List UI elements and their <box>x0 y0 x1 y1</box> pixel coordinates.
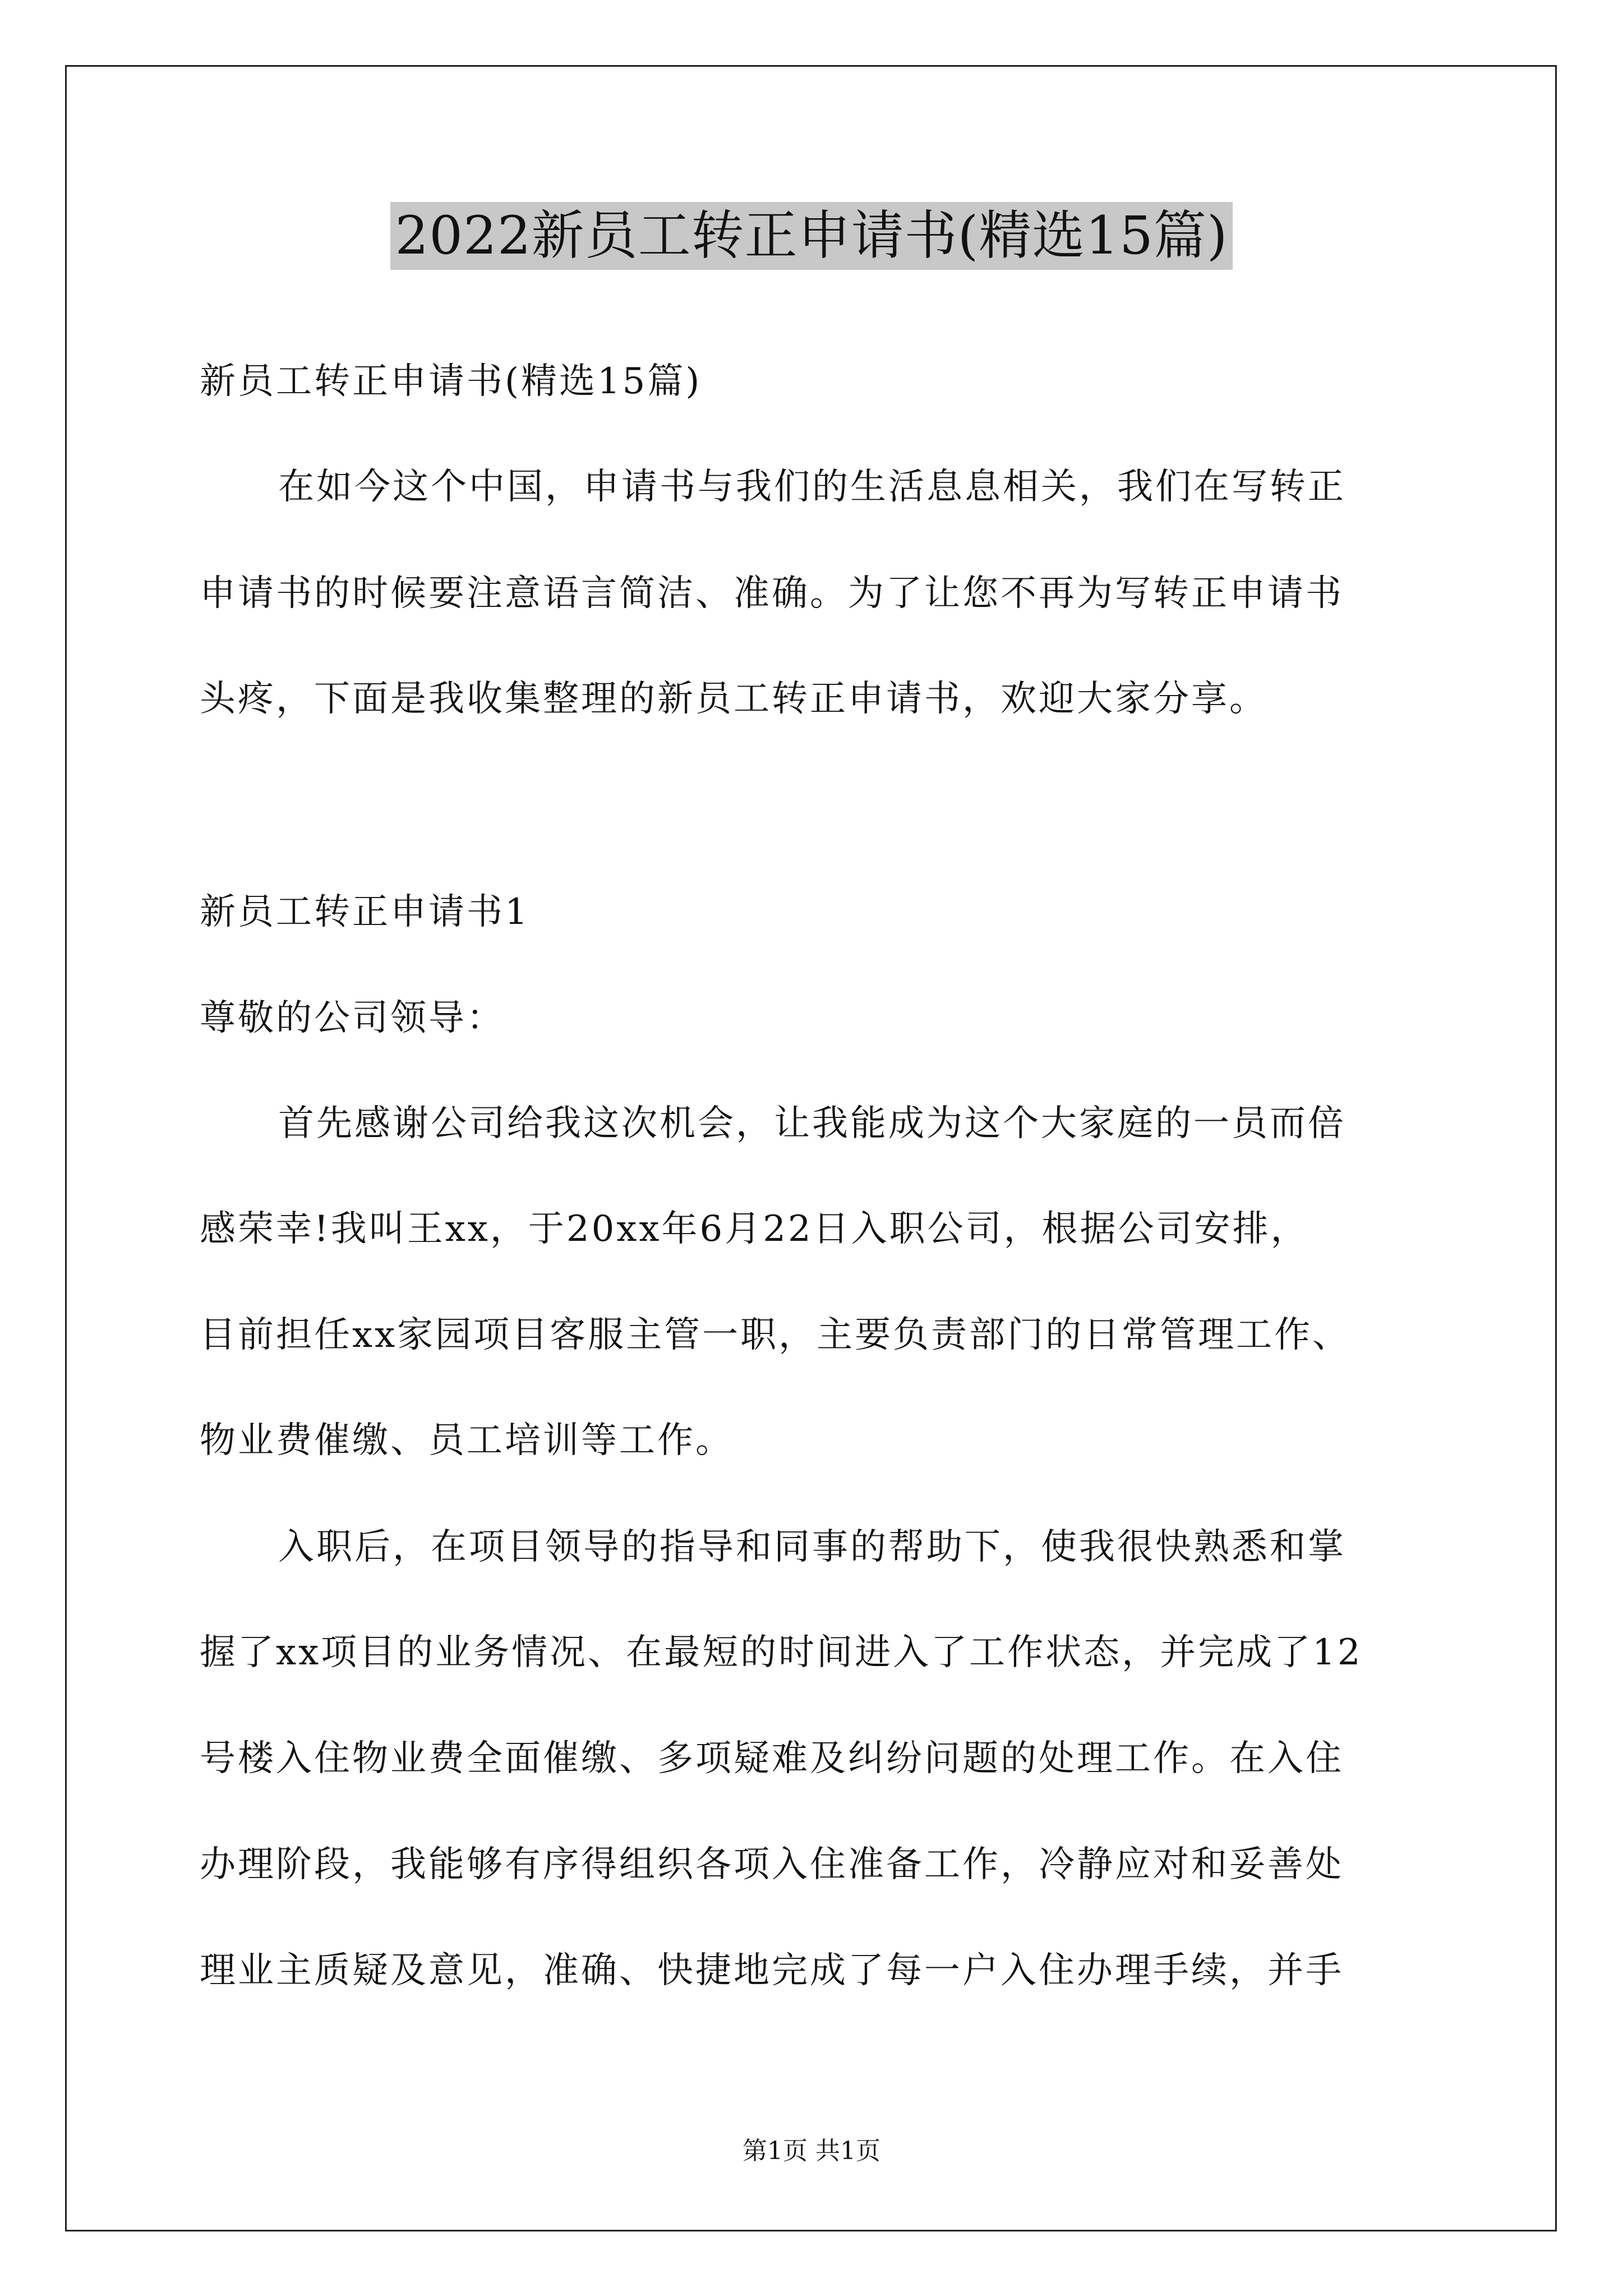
section-heading: 新员工转正申请书1 <box>200 891 530 933</box>
intro-line-3: 头疼，下面是我收集整理的新员工转正申请书，欢迎大家分享。 <box>200 678 1267 720</box>
para1-line-1: 首先感谢公司给我这次机会，让我能成为这个大家庭的一员而倍 <box>278 1103 1346 1144</box>
para1-line-2: 感荣幸!我叫王xx，于20xx年6月22日入职公司，根据公司安排， <box>200 1208 1309 1250</box>
para2-line-1: 入职后，在项目领导的指导和同事的帮助下，使我很快熟悉和掌 <box>278 1526 1346 1568</box>
intro-line-1: 在如今这个中国，申请书与我们的生活息息相关，我们在写转正 <box>278 466 1346 508</box>
salutation: 尊敬的公司领导： <box>200 997 505 1039</box>
para1-line-4: 物业费催缴、员工培训等工作。 <box>200 1420 734 1461</box>
para2-line-5: 理业主质疑及意见，准确、快捷地完成了每一户入住办理手续，并手 <box>200 1950 1344 1991</box>
document-subtitle: 新员工转正申请书(精选15篇) <box>200 361 702 402</box>
document-title: 2022新员工转正申请书(精选15篇) <box>0 200 1623 273</box>
intro-line-2: 申请书的时候要注意语言简洁、准确。为了让您不再为写转正申请书 <box>200 573 1344 614</box>
page-footer: 第1页 共1页 <box>743 2137 880 2165</box>
para2-line-4: 办理阶段，我能够有序得组织各项入住准备工作，冷静应对和妥善处 <box>200 1844 1344 1885</box>
para2-line-3: 号楼入住物业费全面催缴、多项疑难及纠纷问题的处理工作。在入住 <box>200 1738 1344 1779</box>
para1-line-3: 目前担任xx家园项目客服主管一职，主要负责部门的日常管理工作、 <box>200 1314 1351 1356</box>
para2-line-2: 握了xx项目的业务情况、在最短的时间进入了工作状态，并完成了12 <box>200 1632 1363 1673</box>
